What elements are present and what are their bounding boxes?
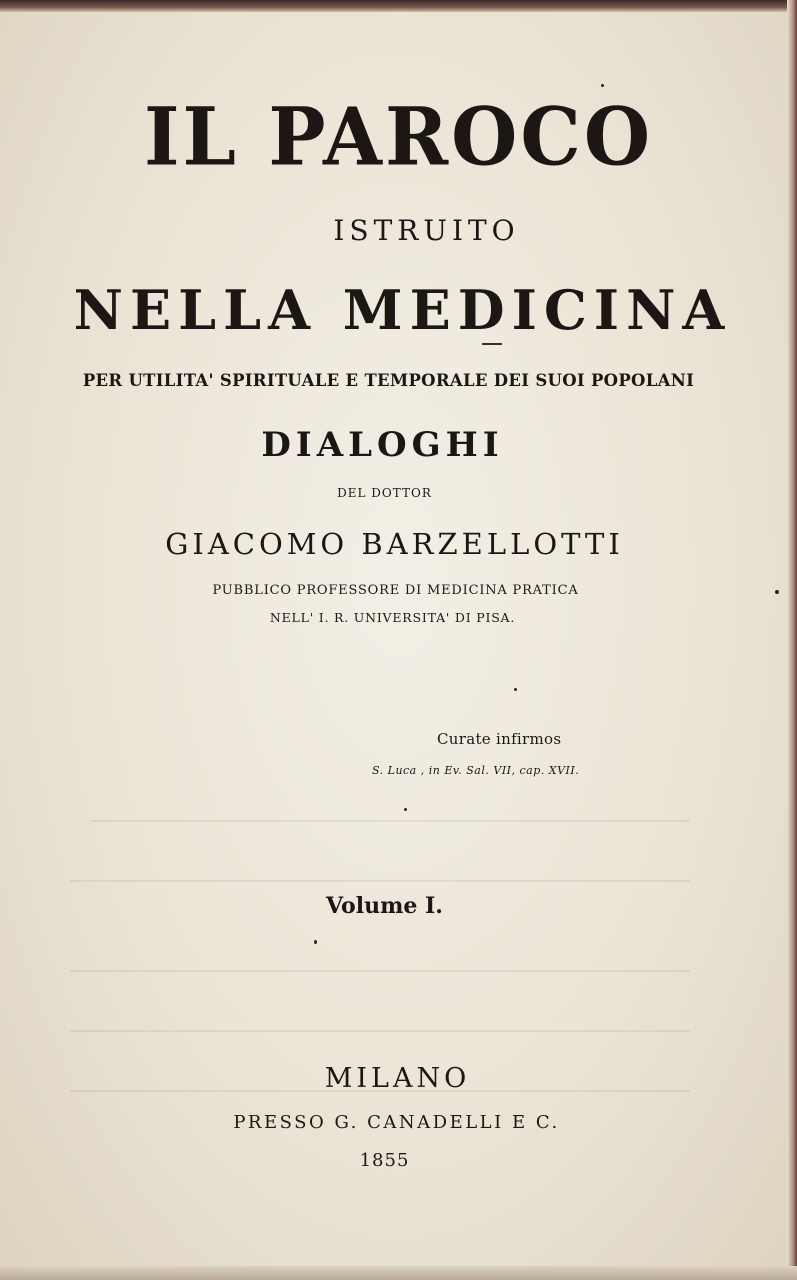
author-name: GIACOMO BARZELLOTTI [165, 527, 624, 561]
bleed-through-block-3 [70, 940, 690, 972]
ink-speck [601, 84, 604, 87]
epigraph-quote: Curate infirmos [437, 730, 562, 748]
epigraph-source: S. Luca , in Ev. Sal. VII, cap. XVII. [372, 764, 580, 777]
bleed-through-block-1 [90, 790, 690, 822]
imprint-city: MILANO [324, 1063, 471, 1094]
volume-label: Volume I. [326, 893, 443, 919]
subtitle-line-1: ISTRUITO [333, 214, 520, 247]
imprint-year: 1855 [359, 1150, 410, 1171]
ink-speck [404, 808, 407, 811]
byline: DEL DOTTOR [337, 486, 432, 500]
ink-speck [314, 940, 317, 944]
page-top-edge [0, 0, 797, 12]
book-title: IL PAROCO [143, 89, 654, 184]
imprint-publisher: PRESSO G. CANADELLI E C. [233, 1112, 560, 1133]
page-bottom-edge [0, 1266, 797, 1280]
bleed-through-block-2 [70, 850, 690, 882]
ink-speck [514, 688, 517, 691]
ink-speck [775, 590, 779, 594]
ornament-rule [482, 343, 502, 345]
purpose-line: PER UTILITA' SPIRITUALE E TEMPORALE DEI SUOI POPOLANI [82, 371, 695, 390]
subtitle-line-2: NELLA MEDICINA [73, 278, 732, 342]
author-position-line-1: PUBBLICO PROFESSORE DI MEDICINA PRATICA [212, 583, 579, 598]
bleed-through-block-4 [70, 1000, 690, 1032]
genre-heading: DIALOGHI [261, 425, 504, 465]
author-position-line-2: NELL' I. R. UNIVERSITA' DI PISA. [269, 610, 516, 625]
